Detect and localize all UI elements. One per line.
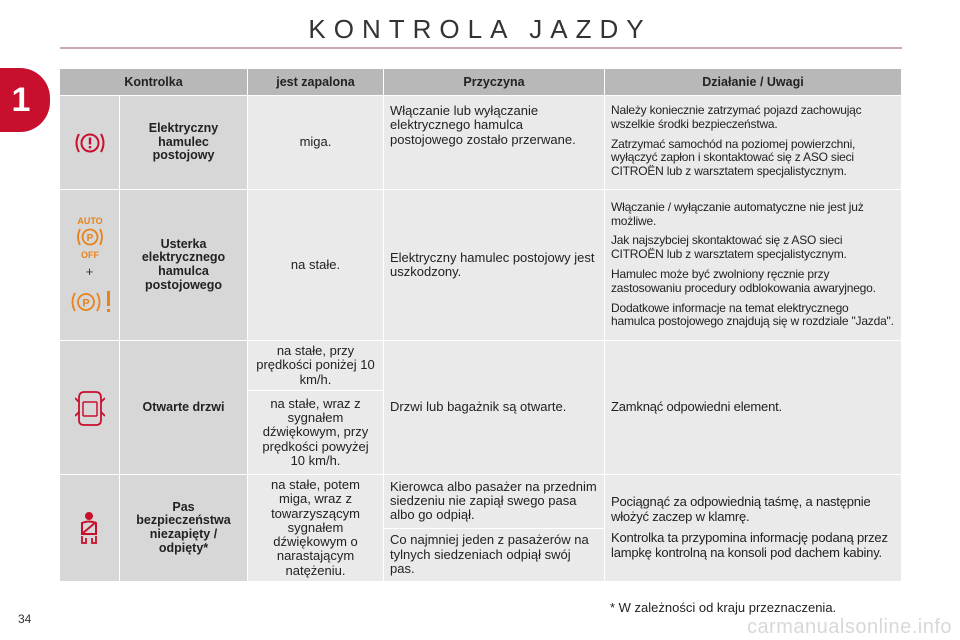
row-state: miga. (248, 96, 384, 190)
row-icon-cell (60, 475, 120, 582)
action-paragraph: Dodatkowe informacje na temat elektrycznego hamulca postojowego znajdują się w rozdziale "Jazda". (611, 300, 894, 329)
parking-brake-circle-icon (73, 130, 107, 156)
warning-lights-table (59, 68, 902, 582)
row-icon-cell (60, 341, 120, 475)
footnote: * W zależności od kraju przeznaczenia. (610, 600, 837, 615)
svg-text:P: P (86, 232, 93, 244)
row-cause: Elektryczny hamulec postojowy jest uszkodzony. (384, 190, 605, 341)
row-cause: Drzwi lub bagażnik są otwarte. (384, 341, 605, 475)
row-icon-cell (60, 96, 120, 190)
col-header-action: Działanie / Uwagi (605, 69, 902, 96)
action-paragraph: Kontrolka ta przypomina informację podaną przez lampkę kontrolną na konsoli pod dachem kabiny. (611, 530, 888, 560)
row-icon-cell (60, 190, 120, 341)
action-paragraph: Zatrzymać samochód na poziomej powierzchni, wyłączyć zapłon i skontaktować się z ASO sieci CITROËN lub z warsztatem specjalistycznym. (611, 136, 856, 179)
seatbelt-unfastened-icon (77, 510, 103, 546)
title-divider (60, 47, 902, 49)
action-paragraph: Włączanie / wyłączanie automatyczne nie jest już możliwe. (611, 199, 864, 228)
row-cause: Włączanie lub wyłączanie elektrycznego hamulca postojowego zostało przerwane. (384, 96, 605, 190)
col-header-kontrolka: Kontrolka (60, 69, 248, 96)
page-title: KONTROLA JAZDY (308, 14, 652, 44)
table-row (60, 341, 902, 391)
row-state: na stałe, wraz z sygnałem dźwiękowym, przy prędkości powyżej 10 km/h. (248, 391, 384, 475)
action-paragraph: Hamulec może być zwolniony ręcznie przy zastosowaniu procedury odblokowania awaryjnego. (611, 267, 876, 295)
watermark: carmanualsonline.info (746, 616, 952, 638)
action-paragraph: Należy koniecznie zatrzymać pojazd zachowując wszelkie środki bezpieczeństwa. (611, 103, 862, 131)
table-row (60, 96, 902, 190)
action-paragraph: Jak najszybciej skontaktować się z ASO sieci CITROËN lub z warsztatem specjalistycznym. (611, 233, 847, 262)
page-number: 34 (18, 612, 32, 626)
row-name: Elektryczny hamulec postojowy (120, 96, 248, 190)
row-name: Otwarte drzwi (120, 341, 248, 475)
row-state: na stałe. (248, 190, 384, 341)
table-row (60, 190, 902, 341)
door-open-icon (75, 388, 105, 428)
row-name: Usterka elektrycznego hamulca postojowego (120, 190, 248, 341)
svg-text:AUTO: AUTO (76, 215, 103, 226)
row-cause: Kierowca albo pasażer na przednim siedzeniu nie zapiął swego pasa albo go odpiął. (384, 475, 605, 529)
row-state: na stałe, potem miga, wraz z towarzyszącym sygnałem dźwiękowym o narastającym natężeniu. (248, 475, 384, 582)
col-header-cause: Przyczyna (384, 69, 605, 96)
row-state: na stałe, przy prędkości poniżej 10 km/h. (248, 341, 384, 391)
plus-sign: + (85, 263, 94, 279)
svg-text:P: P (82, 297, 90, 309)
row-action (605, 96, 902, 190)
action-paragraph: Pociągnąć za odpowiednią taśmę, a następnie włożyć zaczep w klamrę. (611, 494, 871, 525)
chapter-tab: 1 (0, 68, 50, 132)
table-header-row (60, 69, 902, 96)
row-action (605, 475, 902, 582)
row-cause: Co najmniej jeden z pasażerów na tylnych siedzeniach odpiął swój pas. (384, 528, 605, 582)
table-row (60, 475, 902, 529)
col-header-state: jest zapalona (248, 69, 384, 96)
row-name: Pas bezpieczeństwa niezapięty / odpięty* (120, 475, 248, 582)
svg-text:OFF: OFF (80, 249, 99, 260)
parking-brake-fault-icon (66, 287, 116, 317)
auto-parking-off-icon (68, 214, 112, 260)
row-action (605, 190, 902, 341)
row-action: Zamknąć odpowiedni element. (605, 341, 902, 475)
